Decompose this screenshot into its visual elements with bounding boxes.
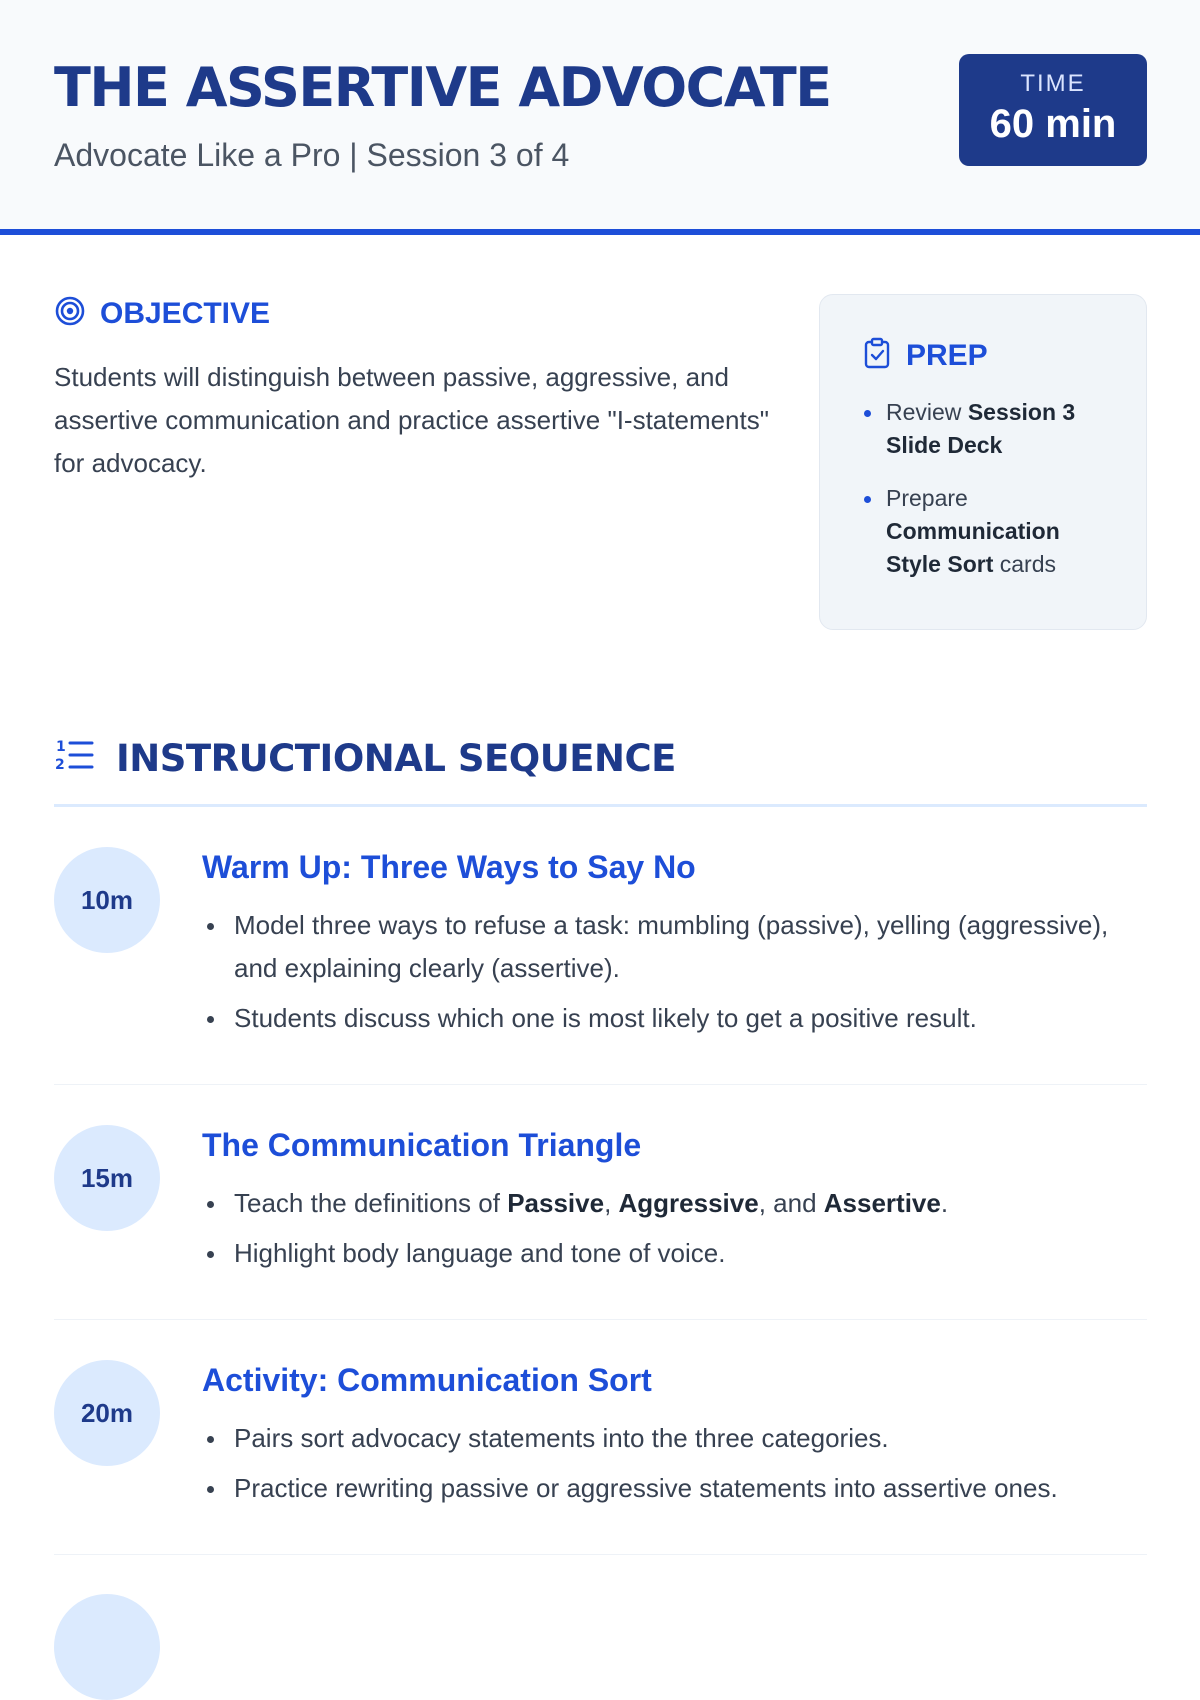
step-title: Warm Up: Three Ways to Say No bbox=[202, 849, 696, 885]
step-duration-badge: 15m bbox=[54, 1125, 160, 1231]
sequence-header bbox=[54, 737, 1147, 780]
time-value: 60 min bbox=[989, 102, 1117, 146]
bullet-text: . bbox=[940, 1188, 949, 1218]
svg-text:2: 2 bbox=[55, 757, 65, 773]
page-subtitle: Advocate Like a Pro | Session 3 of 4 bbox=[54, 137, 570, 173]
step-body bbox=[202, 847, 1147, 1047]
step-duration-badge: 10m bbox=[54, 847, 160, 953]
step-duration-badge: 20m bbox=[54, 1360, 160, 1466]
step-bullet: Highlight body language and tone of voice. bbox=[202, 1232, 1147, 1275]
step-divider bbox=[54, 1084, 1147, 1085]
prep-item-text: Review bbox=[886, 399, 968, 425]
bullet-strong: Assertive bbox=[823, 1188, 941, 1218]
time-label: TIME bbox=[1020, 70, 1086, 97]
step-bullet: Practice rewriting passive or aggressive statements into assertive ones. bbox=[202, 1467, 1147, 1510]
objective-header bbox=[54, 295, 774, 332]
svg-text:1: 1 bbox=[56, 739, 66, 755]
step-body bbox=[202, 1125, 1147, 1282]
prep-item-strong: Communication Style Sort bbox=[886, 518, 1060, 577]
prep-list bbox=[862, 396, 1146, 581]
step-title: Activity: Communication Sort bbox=[202, 1362, 652, 1398]
page-title: THE ASSERTIVE ADVOCATE bbox=[54, 56, 831, 119]
step-title: The Communication Triangle bbox=[202, 1127, 642, 1163]
prep-header bbox=[862, 337, 1146, 374]
step-duration-badge bbox=[54, 1594, 160, 1700]
target-icon bbox=[54, 295, 86, 332]
prep-item-text: Prepare bbox=[886, 485, 968, 511]
prep-item bbox=[862, 396, 1116, 462]
bullet-strong: Aggressive bbox=[618, 1188, 759, 1218]
step-list bbox=[202, 904, 1147, 1040]
step-bullet bbox=[202, 1182, 1147, 1225]
step-bullet: Pairs sort advocacy statements into the three categories. bbox=[202, 1417, 1147, 1460]
sequence-divider bbox=[54, 804, 1147, 807]
step-divider bbox=[54, 1554, 1147, 1555]
step-list bbox=[202, 1417, 1147, 1510]
objective-label: OBJECTIVE bbox=[100, 296, 271, 330]
numbered-list-icon bbox=[54, 737, 94, 780]
clipboard-check-icon bbox=[862, 337, 892, 374]
prep-label: PREP bbox=[906, 338, 988, 372]
bullet-text: , bbox=[604, 1188, 619, 1218]
prep-item-strong: Session 3 Slide Deck bbox=[886, 399, 1076, 458]
prep-item-text: cards bbox=[993, 551, 1057, 577]
step-bullet: Students discuss which one is most likely to get a positive result. bbox=[202, 997, 1147, 1040]
time-badge bbox=[959, 54, 1147, 166]
objective-section bbox=[54, 295, 774, 485]
step-divider bbox=[54, 1319, 1147, 1320]
bullet-text: , and bbox=[758, 1188, 824, 1218]
header bbox=[0, 0, 1200, 235]
step-body bbox=[202, 1360, 1147, 1517]
objective-text: Students will distinguish between passive, aggressive, and assertive communication and practice assertive "I-statements" for advocacy. bbox=[54, 362, 769, 478]
step-list bbox=[202, 1182, 1147, 1275]
prep-item bbox=[862, 482, 1116, 581]
prep-card bbox=[819, 294, 1147, 630]
step-bullet: Model three ways to refuse a task: mumbling (passive), yelling (aggressive), and explaining clearly (assertive). bbox=[202, 904, 1147, 990]
bullet-text: Teach the definitions of bbox=[234, 1188, 508, 1218]
sequence-title: INSTRUCTIONAL SEQUENCE bbox=[116, 737, 676, 780]
bullet-strong: Passive bbox=[507, 1188, 605, 1218]
